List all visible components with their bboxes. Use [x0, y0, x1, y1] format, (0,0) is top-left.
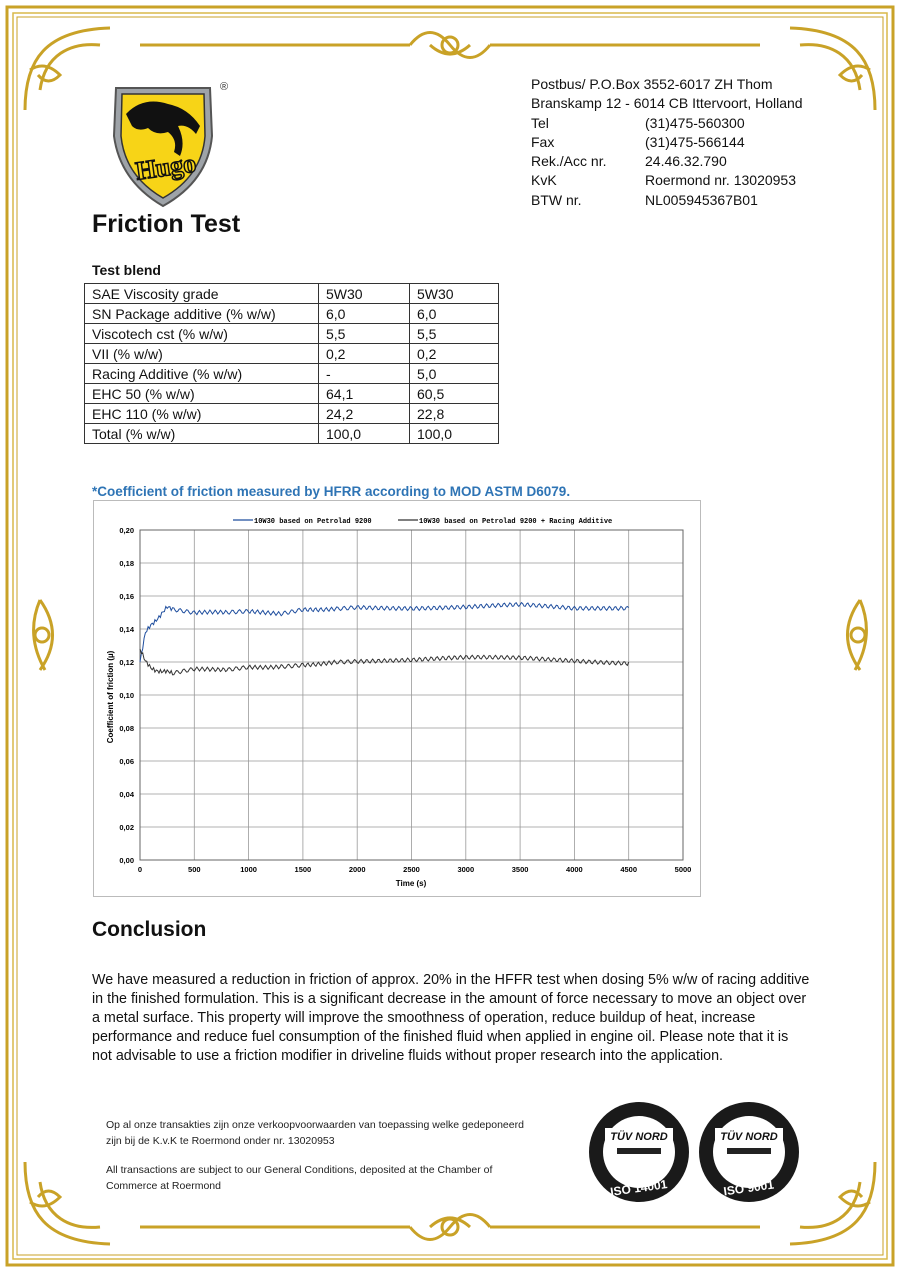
y-tick-label: 0,16	[119, 592, 134, 601]
y-tick-label: 0,00	[119, 856, 134, 865]
registered-mark: ®	[220, 81, 228, 93]
blend-cell: SN Package additive (% w/w)	[85, 304, 319, 324]
cert-standard: ISO 14001	[609, 1177, 669, 1199]
x-tick-label: 2000	[348, 865, 366, 874]
chart-caption: *Coefficient of friction measured by HFRR according to MOD ASTM D6079.	[92, 484, 571, 499]
x-tick-label: 3000	[457, 865, 475, 874]
contact-row: Rek./Acc nr. 24.46.32.790	[531, 153, 727, 170]
friction-chart	[93, 500, 701, 897]
blend-row	[85, 324, 499, 344]
blend-cell: 22,8	[410, 404, 499, 424]
x-tick-label: 5000	[674, 865, 692, 874]
cert-standard: ISO 9001	[722, 1177, 775, 1199]
document-title: Friction Test	[92, 210, 241, 238]
x-tick-label: 3500	[511, 865, 529, 874]
y-tick-label: 0,02	[119, 823, 134, 832]
blend-cell: -	[319, 364, 410, 384]
cert-brand: TÜV NORD	[720, 1131, 778, 1143]
blend-cell: 64,1	[319, 384, 410, 404]
blend-cell: Racing Additive (% w/w)	[85, 364, 319, 384]
x-tick-label: 500	[188, 865, 201, 874]
x-tick-label: 2500	[403, 865, 420, 874]
legend-entry: 10W30 based on Petrolad 9200 + Racing Additive	[419, 518, 613, 526]
blend-row	[85, 284, 499, 304]
address-line: Branskamp 12 - 6014 CB Ittervoort, Holland	[531, 95, 803, 112]
blend-cell: EHC 110 (% w/w)	[85, 404, 319, 424]
blend-cell: 6,0	[319, 304, 410, 324]
footer-english-terms: All transactions are subject to our General Conditions, deposited at the Chamber of Commerce at Roermond	[106, 1164, 493, 1192]
iso-14001-seal	[587, 1100, 691, 1204]
conclusion-text: We have measured a reduction in friction of approx. 20% in the HFFR test when dosing 5% w/w of racing additive in the finished formulation. This is a significant decrease in the amount of force necessary to move an object over a metal surface. This property will improve the smoothness of operation, reduce buildup of heat, increase performance and reduce fuel consumption of the finished fluid when applied in engine oil. Please note that it is not advisable to use a friction modifier in driveline fluids without proper research into the application.	[92, 972, 810, 1064]
contact-row: Fax (31)475-566144	[531, 133, 745, 150]
blend-row	[85, 384, 499, 404]
company-address	[531, 75, 803, 210]
contact-row: BTW nr. NL005945367B01	[531, 191, 758, 208]
y-tick-label: 0,08	[119, 724, 134, 733]
contact-row: Tel (31)475-560300	[531, 114, 745, 131]
blend-cell: 0,2	[410, 344, 499, 364]
conclusion-heading: Conclusion	[92, 918, 207, 941]
y-tick-label: 0,10	[119, 691, 134, 700]
footer-dutch-terms: Op al onze transakties zijn onze verkoopvoorwaarden van toepassing welke gedeponeerd zijn bij de K.v.K te Roermond onder nr. 13020953	[106, 1119, 524, 1147]
blend-cell: 60,5	[410, 384, 499, 404]
blend-row	[85, 344, 499, 364]
x-tick-label: 1000	[240, 865, 257, 874]
y-tick-label: 0,04	[119, 790, 134, 799]
y-tick-label: 0,18	[119, 559, 134, 568]
x-axis-label: Time (s)	[395, 879, 427, 888]
y-tick-label: 0,12	[119, 658, 134, 667]
blend-cell: 5W30	[410, 284, 499, 304]
blend-cell: 24,2	[319, 404, 410, 424]
blend-row	[85, 364, 499, 384]
blend-row	[85, 404, 499, 424]
test-blend-label: Test blend	[92, 262, 161, 278]
blend-cell: 0,2	[319, 344, 410, 364]
blend-cell: 100,0	[410, 424, 499, 444]
contact-row: KvK Roermond nr. 13020953	[531, 172, 796, 189]
iso-9001-seal	[697, 1100, 801, 1204]
legend-entry: 10W30 based on Petrolad 9200	[254, 518, 372, 526]
y-tick-label: 0,20	[119, 526, 134, 535]
y-axis-label: Coefficient of friction (µ)	[106, 650, 115, 744]
blend-cell: Total (% w/w)	[85, 424, 319, 444]
y-tick-label: 0,06	[119, 757, 134, 766]
hugo-logo	[108, 76, 228, 210]
blend-row	[85, 424, 499, 444]
blend-cell: VII (% w/w)	[85, 344, 319, 364]
x-tick-label: 4500	[620, 865, 638, 874]
x-tick-label: 4000	[566, 865, 583, 874]
x-tick-label: 0	[137, 865, 143, 874]
test-blend-table	[84, 283, 499, 444]
cert-brand: TÜV NORD	[610, 1131, 668, 1143]
blend-cell: 5,5	[319, 324, 410, 344]
blend-row	[85, 304, 499, 324]
blend-cell: 5W30	[319, 284, 410, 304]
blend-cell: 5,5	[410, 324, 499, 344]
blend-cell: EHC 50 (% w/w)	[85, 384, 319, 404]
blend-cell: 100,0	[319, 424, 410, 444]
x-tick-label: 1500	[294, 865, 312, 874]
blend-cell: 5,0	[410, 364, 499, 384]
blend-cell: 6,0	[410, 304, 499, 324]
address-line: Postbus/ P.O.Box 3552-6017 ZH Thom	[531, 76, 773, 92]
blend-cell: SAE Viscosity grade	[85, 284, 319, 304]
blend-cell: Viscotech cst (% w/w)	[85, 324, 319, 344]
y-tick-label: 0,14	[119, 625, 134, 634]
logo-wordmark: Hugo	[133, 148, 198, 186]
